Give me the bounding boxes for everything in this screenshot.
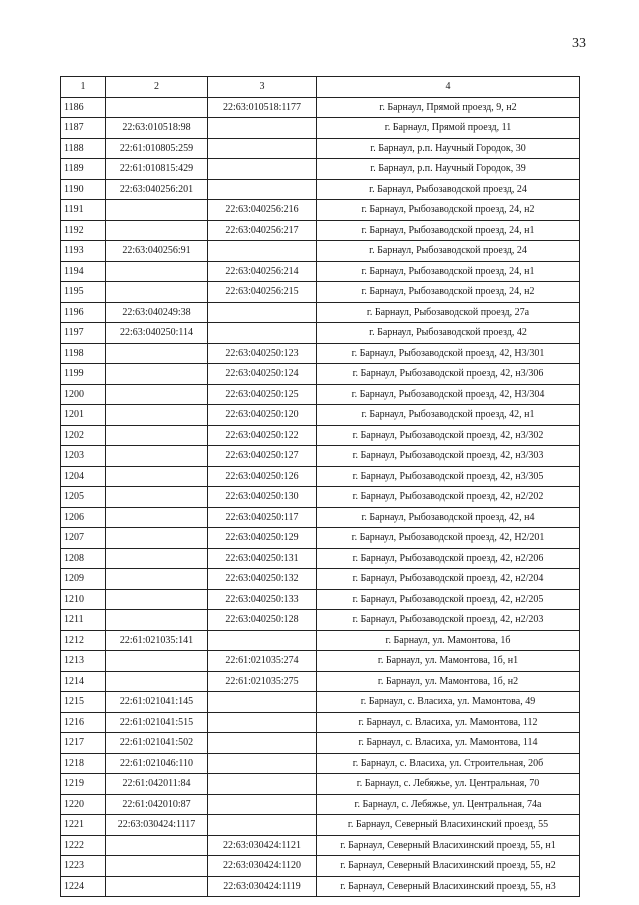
premises-number-cell: 22:63:030424:1120: [208, 856, 317, 877]
parcel-number-cell: 22:61:021041:502: [106, 733, 208, 754]
table-row: [61, 507, 580, 528]
address-cell: г. Барнаул, Рыбозаводской проезд, 24, н1: [317, 261, 580, 282]
parcel-number-cell: [106, 507, 208, 528]
premises-number-cell: 22:63:040250:122: [208, 425, 317, 446]
premises-number-cell: [208, 753, 317, 774]
address-cell: г. Барнаул, Северный Власихинский проезд, 55, н2: [317, 856, 580, 877]
parcel-number-cell: [106, 671, 208, 692]
table-row: [61, 774, 580, 795]
table-row: [61, 466, 580, 487]
table-header: [61, 77, 580, 98]
table-row: [61, 425, 580, 446]
parcel-number-cell: [106, 425, 208, 446]
premises-number-cell: 22:63:040250:123: [208, 343, 317, 364]
parcel-number-cell: 22:63:040250:114: [106, 323, 208, 344]
address-cell: г. Барнаул, Рыбозаводской проезд, 42, Н3/301: [317, 343, 580, 364]
address-cell: г. Барнаул, с. Власиха, ул. Мамонтова, 114: [317, 733, 580, 754]
address-cell: г. Барнаул, Рыбозаводской проезд, 42: [317, 323, 580, 344]
parcel-number-cell: [106, 343, 208, 364]
parcel-number-cell: 22:61:021041:515: [106, 712, 208, 733]
address-cell: г. Барнаул, Рыбозаводской проезд, 42, н2/206: [317, 548, 580, 569]
row-number-cell: 1186: [61, 97, 106, 118]
row-number-cell: 1221: [61, 815, 106, 836]
parcel-number-cell: 22:61:021035:141: [106, 630, 208, 651]
row-number-cell: 1202: [61, 425, 106, 446]
parcel-number-cell: [106, 569, 208, 590]
premises-number-cell: 22:63:030424:1121: [208, 835, 317, 856]
parcel-number-cell: [106, 835, 208, 856]
page-number: 33: [572, 36, 586, 51]
premises-number-cell: [208, 241, 317, 262]
address-cell: г. Барнаул, р.п. Научный Городок, 30: [317, 138, 580, 159]
table-row: [61, 733, 580, 754]
row-number-cell: 1204: [61, 466, 106, 487]
parcel-number-cell: 22:61:010805:259: [106, 138, 208, 159]
premises-number-cell: 22:63:040250:131: [208, 548, 317, 569]
premises-number-cell: [208, 118, 317, 139]
premises-number-cell: 22:63:010518:1177: [208, 97, 317, 118]
parcel-number-cell: [106, 856, 208, 877]
premises-number-cell: 22:63:040250:132: [208, 569, 317, 590]
table-row: [61, 261, 580, 282]
parcel-number-cell: [106, 876, 208, 897]
parcel-number-cell: [106, 364, 208, 385]
row-number-cell: 1213: [61, 651, 106, 672]
address-cell: г. Барнаул, ул. Мамонтова, 1б, н2: [317, 671, 580, 692]
premises-number-cell: 22:63:040250:117: [208, 507, 317, 528]
parcel-number-cell: [106, 466, 208, 487]
premises-number-cell: 22:63:040250:126: [208, 466, 317, 487]
table-row: [61, 241, 580, 262]
table-row: [61, 794, 580, 815]
row-number-cell: 1215: [61, 692, 106, 713]
parcel-number-cell: [106, 261, 208, 282]
premises-number-cell: 22:63:040256:217: [208, 220, 317, 241]
row-number-cell: 1210: [61, 589, 106, 610]
parcel-number-cell: [106, 548, 208, 569]
address-cell: г. Барнаул, Рыбозаводской проезд, 42, Н2/201: [317, 528, 580, 549]
premises-number-cell: 22:63:030424:1119: [208, 876, 317, 897]
address-cell: г. Барнаул, Рыбозаводской проезд, 42, н2/205: [317, 589, 580, 610]
row-number-cell: 1201: [61, 405, 106, 426]
premises-number-cell: [208, 794, 317, 815]
premises-number-cell: [208, 815, 317, 836]
header-col-1: 1: [61, 77, 106, 98]
table-row: [61, 528, 580, 549]
parcel-number-cell: 22:61:042010:87: [106, 794, 208, 815]
parcel-number-cell: [106, 589, 208, 610]
row-number-cell: 1199: [61, 364, 106, 385]
table-row: [61, 323, 580, 344]
row-number-cell: 1205: [61, 487, 106, 508]
table-row: [61, 753, 580, 774]
table-row: [61, 405, 580, 426]
address-cell: г. Барнаул, ул. Мамонтова, 1б: [317, 630, 580, 651]
premises-number-cell: 22:63:040256:215: [208, 282, 317, 303]
address-cell: г. Барнаул, с. Лебяжье, ул. Центральная, 74а: [317, 794, 580, 815]
parcel-number-cell: 22:63:040256:201: [106, 179, 208, 200]
table-row: [61, 97, 580, 118]
table-row: [61, 343, 580, 364]
premises-number-cell: 22:63:040250:120: [208, 405, 317, 426]
parcel-number-cell: [106, 446, 208, 467]
premises-number-cell: [208, 774, 317, 795]
address-cell: г. Барнаул, Рыбозаводской проезд, 24: [317, 179, 580, 200]
table-row: [61, 856, 580, 877]
parcel-number-cell: [106, 528, 208, 549]
premises-number-cell: 22:63:040256:216: [208, 200, 317, 221]
table-row: [61, 138, 580, 159]
premises-number-cell: [208, 323, 317, 344]
address-cell: г. Барнаул, Северный Власихинский проезд, 55, н3: [317, 876, 580, 897]
header-col-4: 4: [317, 77, 580, 98]
table-row: [61, 384, 580, 405]
row-number-cell: 1216: [61, 712, 106, 733]
table-row: [61, 835, 580, 856]
registry-table: [60, 76, 580, 897]
row-number-cell: 1195: [61, 282, 106, 303]
parcel-number-cell: 22:63:030424:1117: [106, 815, 208, 836]
table-row: [61, 692, 580, 713]
premises-number-cell: [208, 712, 317, 733]
header-col-2: 2: [106, 77, 208, 98]
table-row: [61, 179, 580, 200]
table-row: [61, 671, 580, 692]
parcel-number-cell: [106, 384, 208, 405]
premises-number-cell: [208, 302, 317, 323]
row-number-cell: 1192: [61, 220, 106, 241]
premises-number-cell: 22:63:040250:130: [208, 487, 317, 508]
table-row: [61, 630, 580, 651]
parcel-number-cell: [106, 97, 208, 118]
row-number-cell: 1198: [61, 343, 106, 364]
premises-number-cell: 22:63:040250:125: [208, 384, 317, 405]
premises-number-cell: 22:63:040250:129: [208, 528, 317, 549]
table-row: [61, 302, 580, 323]
row-number-cell: 1220: [61, 794, 106, 815]
table-row: [61, 610, 580, 631]
row-number-cell: 1203: [61, 446, 106, 467]
address-cell: г. Барнаул, Рыбозаводской проезд, 42, н3/306: [317, 364, 580, 385]
address-cell: г. Барнаул, Прямой проезд, 9, н2: [317, 97, 580, 118]
row-number-cell: 1208: [61, 548, 106, 569]
table-row: [61, 364, 580, 385]
row-number-cell: 1193: [61, 241, 106, 262]
row-number-cell: 1196: [61, 302, 106, 323]
address-cell: г. Барнаул, Рыбозаводской проезд, 24, н2: [317, 282, 580, 303]
premises-number-cell: 22:63:040250:133: [208, 589, 317, 610]
row-number-cell: 1222: [61, 835, 106, 856]
address-cell: г. Барнаул, Рыбозаводской проезд, 42, н2/204: [317, 569, 580, 590]
table-row: [61, 876, 580, 897]
address-cell: г. Барнаул, Рыбозаводской проезд, 24, н2: [317, 200, 580, 221]
address-cell: г. Барнаул, Рыбозаводской проезд, 27а: [317, 302, 580, 323]
row-number-cell: 1191: [61, 200, 106, 221]
address-cell: г. Барнаул, р.п. Научный Городок, 39: [317, 159, 580, 180]
address-cell: г. Барнаул, Прямой проезд, 11: [317, 118, 580, 139]
premises-number-cell: [208, 733, 317, 754]
premises-number-cell: 22:61:021035:274: [208, 651, 317, 672]
address-cell: г. Барнаул, Рыбозаводской проезд, 24: [317, 241, 580, 262]
premises-number-cell: 22:63:040250:128: [208, 610, 317, 631]
parcel-number-cell: [106, 487, 208, 508]
address-cell: г. Барнаул, Рыбозаводской проезд, 42, н4: [317, 507, 580, 528]
table-row: [61, 589, 580, 610]
row-number-cell: 1209: [61, 569, 106, 590]
address-cell: г. Барнаул, с. Власиха, ул. Мамонтова, 112: [317, 712, 580, 733]
row-number-cell: 1211: [61, 610, 106, 631]
premises-number-cell: 22:63:040250:124: [208, 364, 317, 385]
table-row: [61, 118, 580, 139]
premises-number-cell: [208, 138, 317, 159]
table-row: [61, 159, 580, 180]
address-cell: г. Барнаул, Рыбозаводской проезд, 42, н3/302: [317, 425, 580, 446]
row-number-cell: 1190: [61, 179, 106, 200]
row-number-cell: 1194: [61, 261, 106, 282]
parcel-number-cell: [106, 282, 208, 303]
table-row: [61, 651, 580, 672]
address-cell: г. Барнаул, Рыбозаводской проезд, 42, н1: [317, 405, 580, 426]
premises-number-cell: 22:63:040250:127: [208, 446, 317, 467]
address-cell: г. Барнаул, с. Власиха, ул. Мамонтова, 49: [317, 692, 580, 713]
parcel-number-cell: [106, 200, 208, 221]
row-number-cell: 1189: [61, 159, 106, 180]
address-cell: г. Барнаул, Рыбозаводской проезд, 42, н2/203: [317, 610, 580, 631]
premises-number-cell: 22:61:021035:275: [208, 671, 317, 692]
address-cell: г. Барнаул, Рыбозаводской проезд, 42, н2/202: [317, 487, 580, 508]
table-row: [61, 446, 580, 467]
row-number-cell: 1217: [61, 733, 106, 754]
header-col-3: 3: [208, 77, 317, 98]
table-row: [61, 200, 580, 221]
premises-number-cell: [208, 630, 317, 651]
header-row: [61, 77, 580, 98]
row-number-cell: 1207: [61, 528, 106, 549]
row-number-cell: 1197: [61, 323, 106, 344]
parcel-number-cell: [106, 405, 208, 426]
table-row: [61, 569, 580, 590]
parcel-number-cell: 22:63:010518:98: [106, 118, 208, 139]
address-cell: г. Барнаул, Рыбозаводской проезд, 42, Н3/304: [317, 384, 580, 405]
address-cell: г. Барнаул, Северный Власихинский проезд, 55, н1: [317, 835, 580, 856]
row-number-cell: 1214: [61, 671, 106, 692]
parcel-number-cell: [106, 220, 208, 241]
row-number-cell: 1188: [61, 138, 106, 159]
address-cell: г. Барнаул, Северный Власихинский проезд, 55: [317, 815, 580, 836]
row-number-cell: 1187: [61, 118, 106, 139]
table-row: [61, 712, 580, 733]
parcel-number-cell: 22:61:021041:145: [106, 692, 208, 713]
premises-number-cell: [208, 179, 317, 200]
parcel-number-cell: 22:63:040249:38: [106, 302, 208, 323]
table-row: [61, 548, 580, 569]
row-number-cell: 1218: [61, 753, 106, 774]
row-number-cell: 1200: [61, 384, 106, 405]
parcel-number-cell: 22:61:010815:429: [106, 159, 208, 180]
address-cell: г. Барнаул, Рыбозаводской проезд, 42, н3/305: [317, 466, 580, 487]
address-cell: г. Барнаул, Рыбозаводской проезд, 24, н1: [317, 220, 580, 241]
address-cell: г. Барнаул, ул. Мамонтова, 1б, н1: [317, 651, 580, 672]
parcel-number-cell: 22:61:021046:110: [106, 753, 208, 774]
row-number-cell: 1212: [61, 630, 106, 651]
parcel-number-cell: [106, 651, 208, 672]
parcel-number-cell: [106, 610, 208, 631]
table-body: [61, 97, 580, 897]
parcel-number-cell: 22:61:042011:84: [106, 774, 208, 795]
row-number-cell: 1219: [61, 774, 106, 795]
parcel-number-cell: 22:63:040256:91: [106, 241, 208, 262]
row-number-cell: 1206: [61, 507, 106, 528]
address-cell: г. Барнаул, с. Власиха, ул. Строительная, 20б: [317, 753, 580, 774]
premises-number-cell: 22:63:040256:214: [208, 261, 317, 282]
table-row: [61, 487, 580, 508]
address-cell: г. Барнаул, Рыбозаводской проезд, 42, н3/303: [317, 446, 580, 467]
address-cell: г. Барнаул, с. Лебяжье, ул. Центральная, 70: [317, 774, 580, 795]
table-row: [61, 815, 580, 836]
premises-number-cell: [208, 692, 317, 713]
table-row: [61, 282, 580, 303]
premises-number-cell: [208, 159, 317, 180]
row-number-cell: 1224: [61, 876, 106, 897]
row-number-cell: 1223: [61, 856, 106, 877]
table-row: [61, 220, 580, 241]
